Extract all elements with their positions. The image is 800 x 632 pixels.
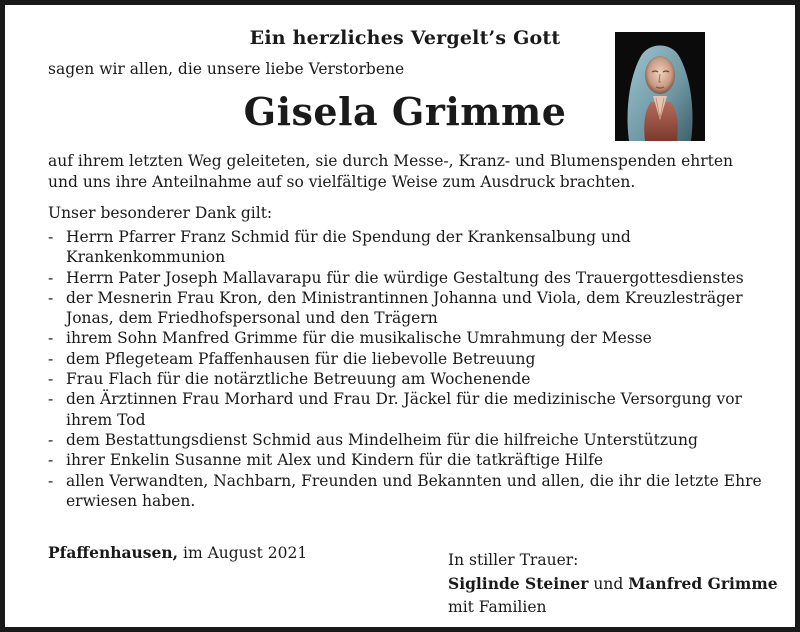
list-item [48,471,766,512]
thanks-label: Unser besonderer Dank gilt: [48,204,273,222]
list-dash: - [48,349,54,368]
acknowledgement-text: auf ihrem letzten Weg geleiteten, sie durch Messe-, Kranz- und Blumenspenden ehrten und uns ihre Anteilnahme auf so vielfältige Weise zum Ausdruck brachten. [48,152,734,191]
conjunction: und [593,575,624,593]
list-item [48,430,766,450]
list-dash: - [48,390,54,409]
list-item-text: den Ärztinnen Frau Morhard und Frau Dr. Jäckel für die medizinische Versorgung vor ihrem Tod [66,390,742,429]
list-item [48,389,766,430]
date: im August 2021 [183,544,308,562]
thanks-list [48,227,766,511]
list-item [48,288,766,329]
list-item-text: der Mesnerin Frau Kron, den Ministrantinnen Johanna und Viola, dem Kreuzlesträger Jonas, dem Friedhofspersonal und den Trägern [66,288,743,328]
list-item-text: Herrn Pfarrer Franz Schmid für die Spendung der Krankensalbung und Krankenkommunion [66,228,631,267]
list-item-text: Herrn Pater Joseph Mallavarapu für die würdige Gestaltung des Trauergottesdienstes [66,268,744,287]
list-dash: - [48,370,54,389]
mourners-block [448,549,778,619]
list-dash: - [48,288,54,307]
place: Pfaffenhausen, [48,543,179,562]
list-dash: - [48,268,54,287]
list-dash: - [48,228,54,246]
intro-text: sagen wir allen, die unsere liebe Verstorbene [48,60,405,78]
list-item-text: ihrer Enkelin Susanne mit Alex und Kindern für die tatkräftige Hilfe [66,451,604,470]
list-dash: - [48,430,54,449]
mourners-line [448,572,778,596]
deceased-name: Gisela Grimme [243,89,567,134]
list-item [48,369,766,389]
list-item-text: allen Verwandten, Nachbarn, Freunden und Bekannten und allen, die ihr die letzte Ehre erwiesen haben. [66,471,762,510]
list-dash: - [48,451,54,470]
list-item-text: dem Bestattungsdienst Schmid aus Mindelheim für die hilfreiche Unterstützung [66,430,698,449]
praying-madonna-icon [615,32,705,141]
families-text: mit Familien [448,598,547,616]
madonna-portrait-image [615,32,705,141]
list-item [48,349,766,369]
list-item [48,227,766,268]
list-item-text: ihrem Sohn Manfred Grimme für die musikalische Umrahmung der Messe [66,329,652,348]
place-date [48,543,307,562]
mourner-name: Manfred Grimme [628,574,778,593]
list-dash: - [48,329,54,348]
list-item [48,450,766,470]
list-dash: - [48,471,54,490]
mourner-name: Siglinde Steiner [448,574,589,593]
list-item-text: Frau Flach für die notärztliche Betreuung am Wochenende [66,370,531,389]
list-item [48,328,766,348]
notice-heading: Ein herzliches Vergelt’s Gott [249,27,561,49]
list-item [48,268,766,288]
mourning-label: In stiller Trauer: [448,551,579,569]
list-item-text: dem Pflegeteam Pfaffenhausen für die liebevolle Betreuung [66,349,536,368]
